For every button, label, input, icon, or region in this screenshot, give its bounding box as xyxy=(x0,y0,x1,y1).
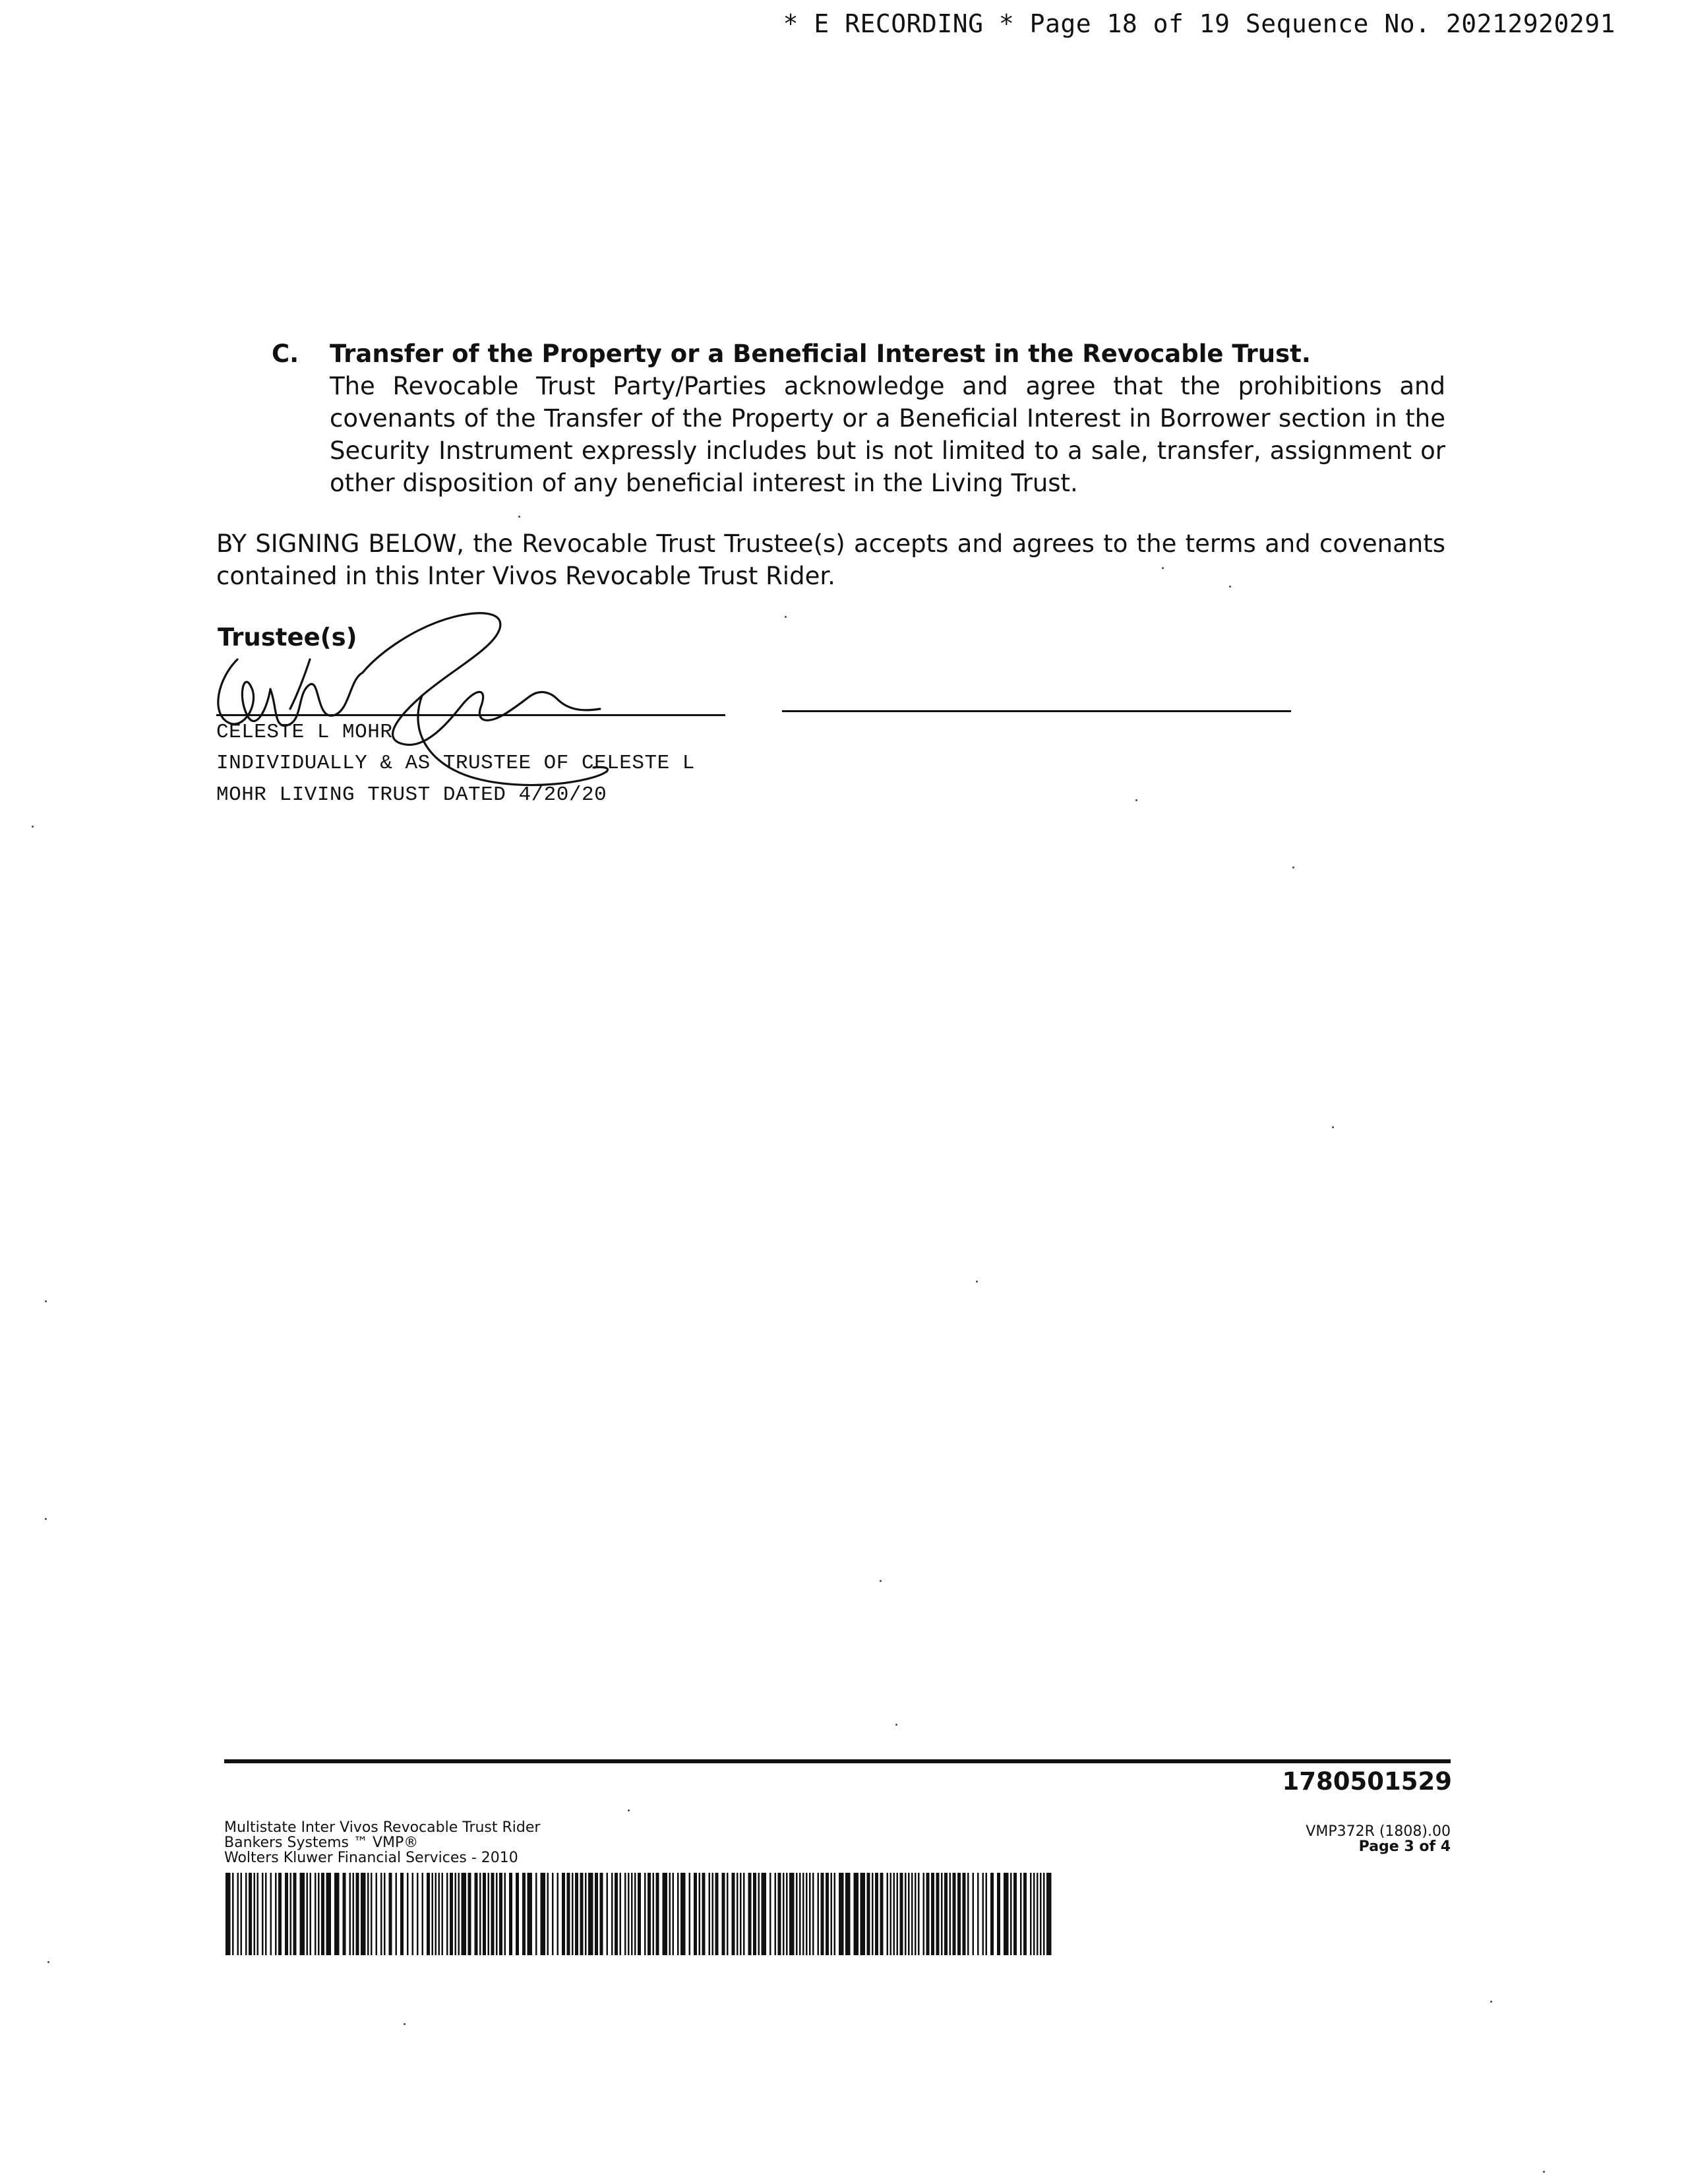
signer-capacity-line-2: MOHR LIVING TRUST DATED 4/20/20 xyxy=(216,783,607,806)
loan-number: 1780501529 xyxy=(1282,1767,1452,1796)
section-body: The Revocable Trust Party/Parties acknowledge and agree that the prohibitions and covenants of the Transfer of the Property or a Beneficial Interest in Borrower section in the Security Instrument expressly includes but is not limited to a sale, transfer, assignment or other disposition of any beneficial interest in the Living Trust. xyxy=(330,372,1445,497)
second-signature-line xyxy=(782,710,1291,712)
footer-rule xyxy=(224,1759,1451,1763)
page-indicator: Page 3 of 4 xyxy=(1358,1838,1451,1855)
form-code-block xyxy=(1306,1824,1451,1854)
form-publisher-line-1: Bankers Systems ™ VMP® xyxy=(224,1835,419,1851)
section-c xyxy=(272,338,1445,499)
form-info xyxy=(224,1820,540,1866)
recording-stamp: * E RECORDING * Page 18 of 19 Sequence No. 20212920291 xyxy=(783,9,1615,38)
signer-name: CELESTE L MOHR xyxy=(216,721,393,744)
trustee-signature-line xyxy=(216,714,725,716)
trustee-label: Trustee(s) xyxy=(218,623,357,652)
form-publisher-line-2: Wolters Kluwer Financial Services - 2010 xyxy=(224,1850,518,1866)
barcode xyxy=(224,1873,1055,1955)
section-letter: C. xyxy=(272,340,299,368)
form-title: Multistate Inter Vivos Revocable Trust Rider xyxy=(224,1819,541,1836)
signing-statement: BY SIGNING BELOW, the Revocable Trust Trustee(s) accepts and agrees to the terms and covenants contained in this Inter Vivos Revocable Trust Rider. xyxy=(216,530,1445,590)
form-code: VMP372R (1808).00 xyxy=(1306,1823,1451,1840)
signer-capacity-line-1: INDIVIDUALLY & AS TRUSTEE OF CELESTE L xyxy=(216,752,695,775)
section-heading: Transfer of the Property or a Beneficial Interest in the Revocable Trust. xyxy=(330,340,1311,368)
